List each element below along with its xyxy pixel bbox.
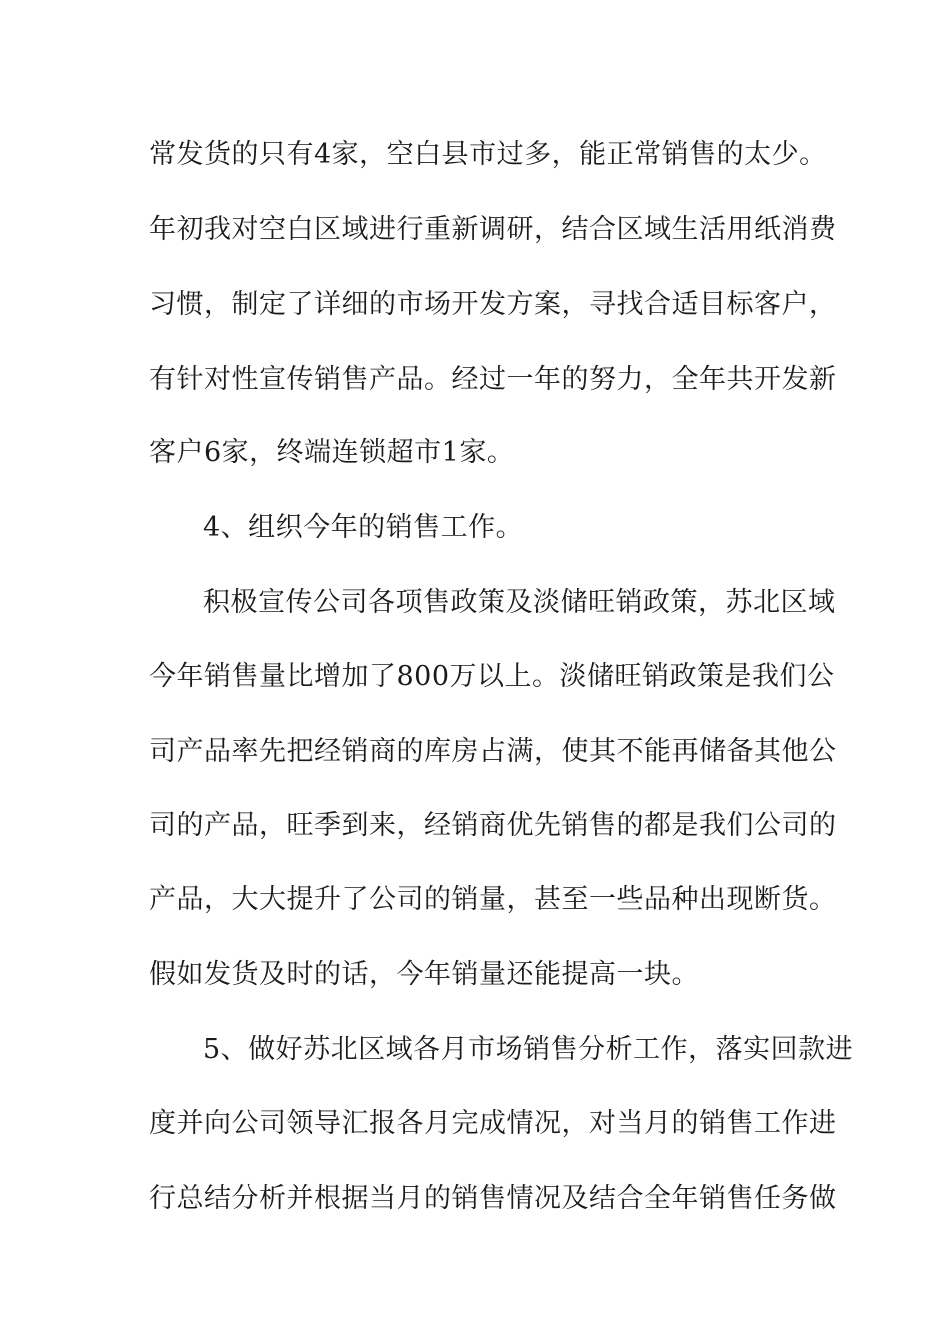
text-line: 年初我对空白区域进行重新调研，结合区域生活用纸消费 [149, 214, 837, 245]
text-line: 司产品率先把经销商的库房占满，使其不能再储备其他公 [149, 736, 837, 767]
text-line: 常发货的只有4家，空白县市过多，能正常销售的太少。 [149, 139, 827, 170]
text-line: 产品，大大提升了公司的销量，甚至一些品种出现断货。 [149, 884, 837, 915]
text-line: 习惯，制定了详细的市场开发方案，寻找合适目标客户， [149, 289, 837, 320]
text-line: 行总结分析并根据当月的销售情况及结合全年销售任务做 [149, 1183, 837, 1214]
text-line: 假如发货及时的话，今年销量还能提高一块。 [149, 959, 699, 990]
text-line: 客户6家，终端连锁超市1家。 [149, 437, 515, 468]
text-line: 度并向公司领导汇报各月完成情况，对当月的销售工作进 [149, 1108, 837, 1139]
text-line: 司的产品，旺季到来，经销商优先销售的都是我们公司的 [149, 810, 837, 841]
text-line: 有针对性宣传销售产品。经过一年的努力，全年共开发新 [149, 364, 837, 395]
text-line: 今年销售量比增加了800万以上。淡储旺销政策是我们公 [149, 661, 835, 692]
section-heading: 4、组织今年的销售工作。 [203, 512, 524, 543]
section-heading: 5、做好苏北区域各月市场销售分析工作，落实回款进 [203, 1034, 854, 1065]
text-line: 积极宣传公司各项售政策及淡储旺销政策，苏北区域 [203, 587, 836, 618]
